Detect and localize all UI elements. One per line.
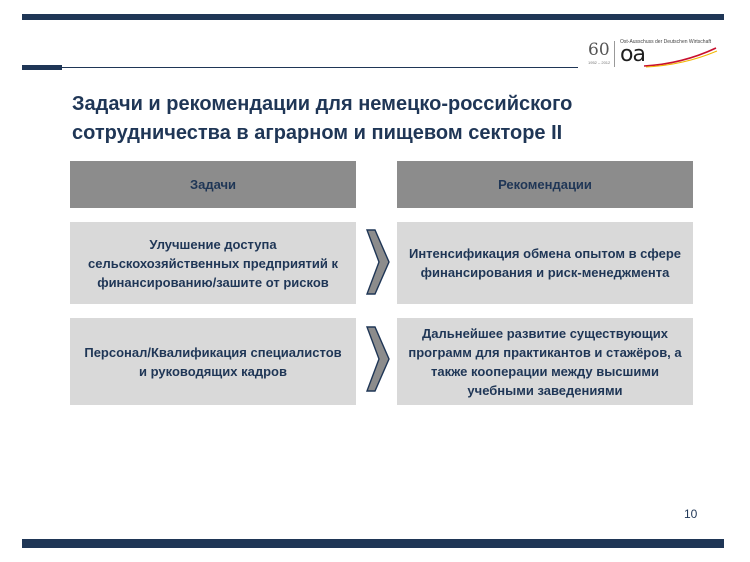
task-box-2: Персонал/Квалификация специалистов и руководящих кадров (70, 318, 356, 405)
logo (588, 38, 718, 70)
column-header-tasks: Задачи (70, 161, 356, 208)
logo-years: 1952 – 2012 (588, 60, 611, 65)
recommendation-box-1: Интенсификация обмена опытом в сфере финансирования и риск-менеджмента (397, 222, 693, 304)
slide-title-line-2: сотрудничества в аграрном и пищевом секторе II (72, 122, 563, 144)
header-accent (22, 65, 62, 70)
logo-separator (614, 41, 615, 67)
logo-number: 60 (588, 40, 610, 60)
logo-org-name: Ost-Ausschuss der Deutschen Wirtschaft (620, 39, 712, 45)
logo-swoosh-icon (642, 46, 718, 68)
chevron-right-icon (365, 325, 391, 393)
bottom-bar (22, 539, 724, 548)
header-line (62, 67, 578, 68)
slide-title (72, 90, 672, 148)
recommendation-box-2: Дальнейшее развитие существующих программ для практикантов и стажёров, а также кооперации между высшими учебными заведениями (397, 318, 693, 405)
column-header-recommendations: Рекомендации (397, 161, 693, 208)
task-box-1: Улучшение доступа сельскохозяйственных предприятий к финансированию/зашите от рисков (70, 222, 356, 304)
slide-title-line-1: Задачи и рекомендации для немецко-российского (72, 93, 573, 115)
page-number: 10 (684, 507, 698, 521)
top-bar (22, 14, 724, 20)
chevron-right-icon (365, 228, 391, 296)
logo-mark: oa (620, 42, 645, 67)
